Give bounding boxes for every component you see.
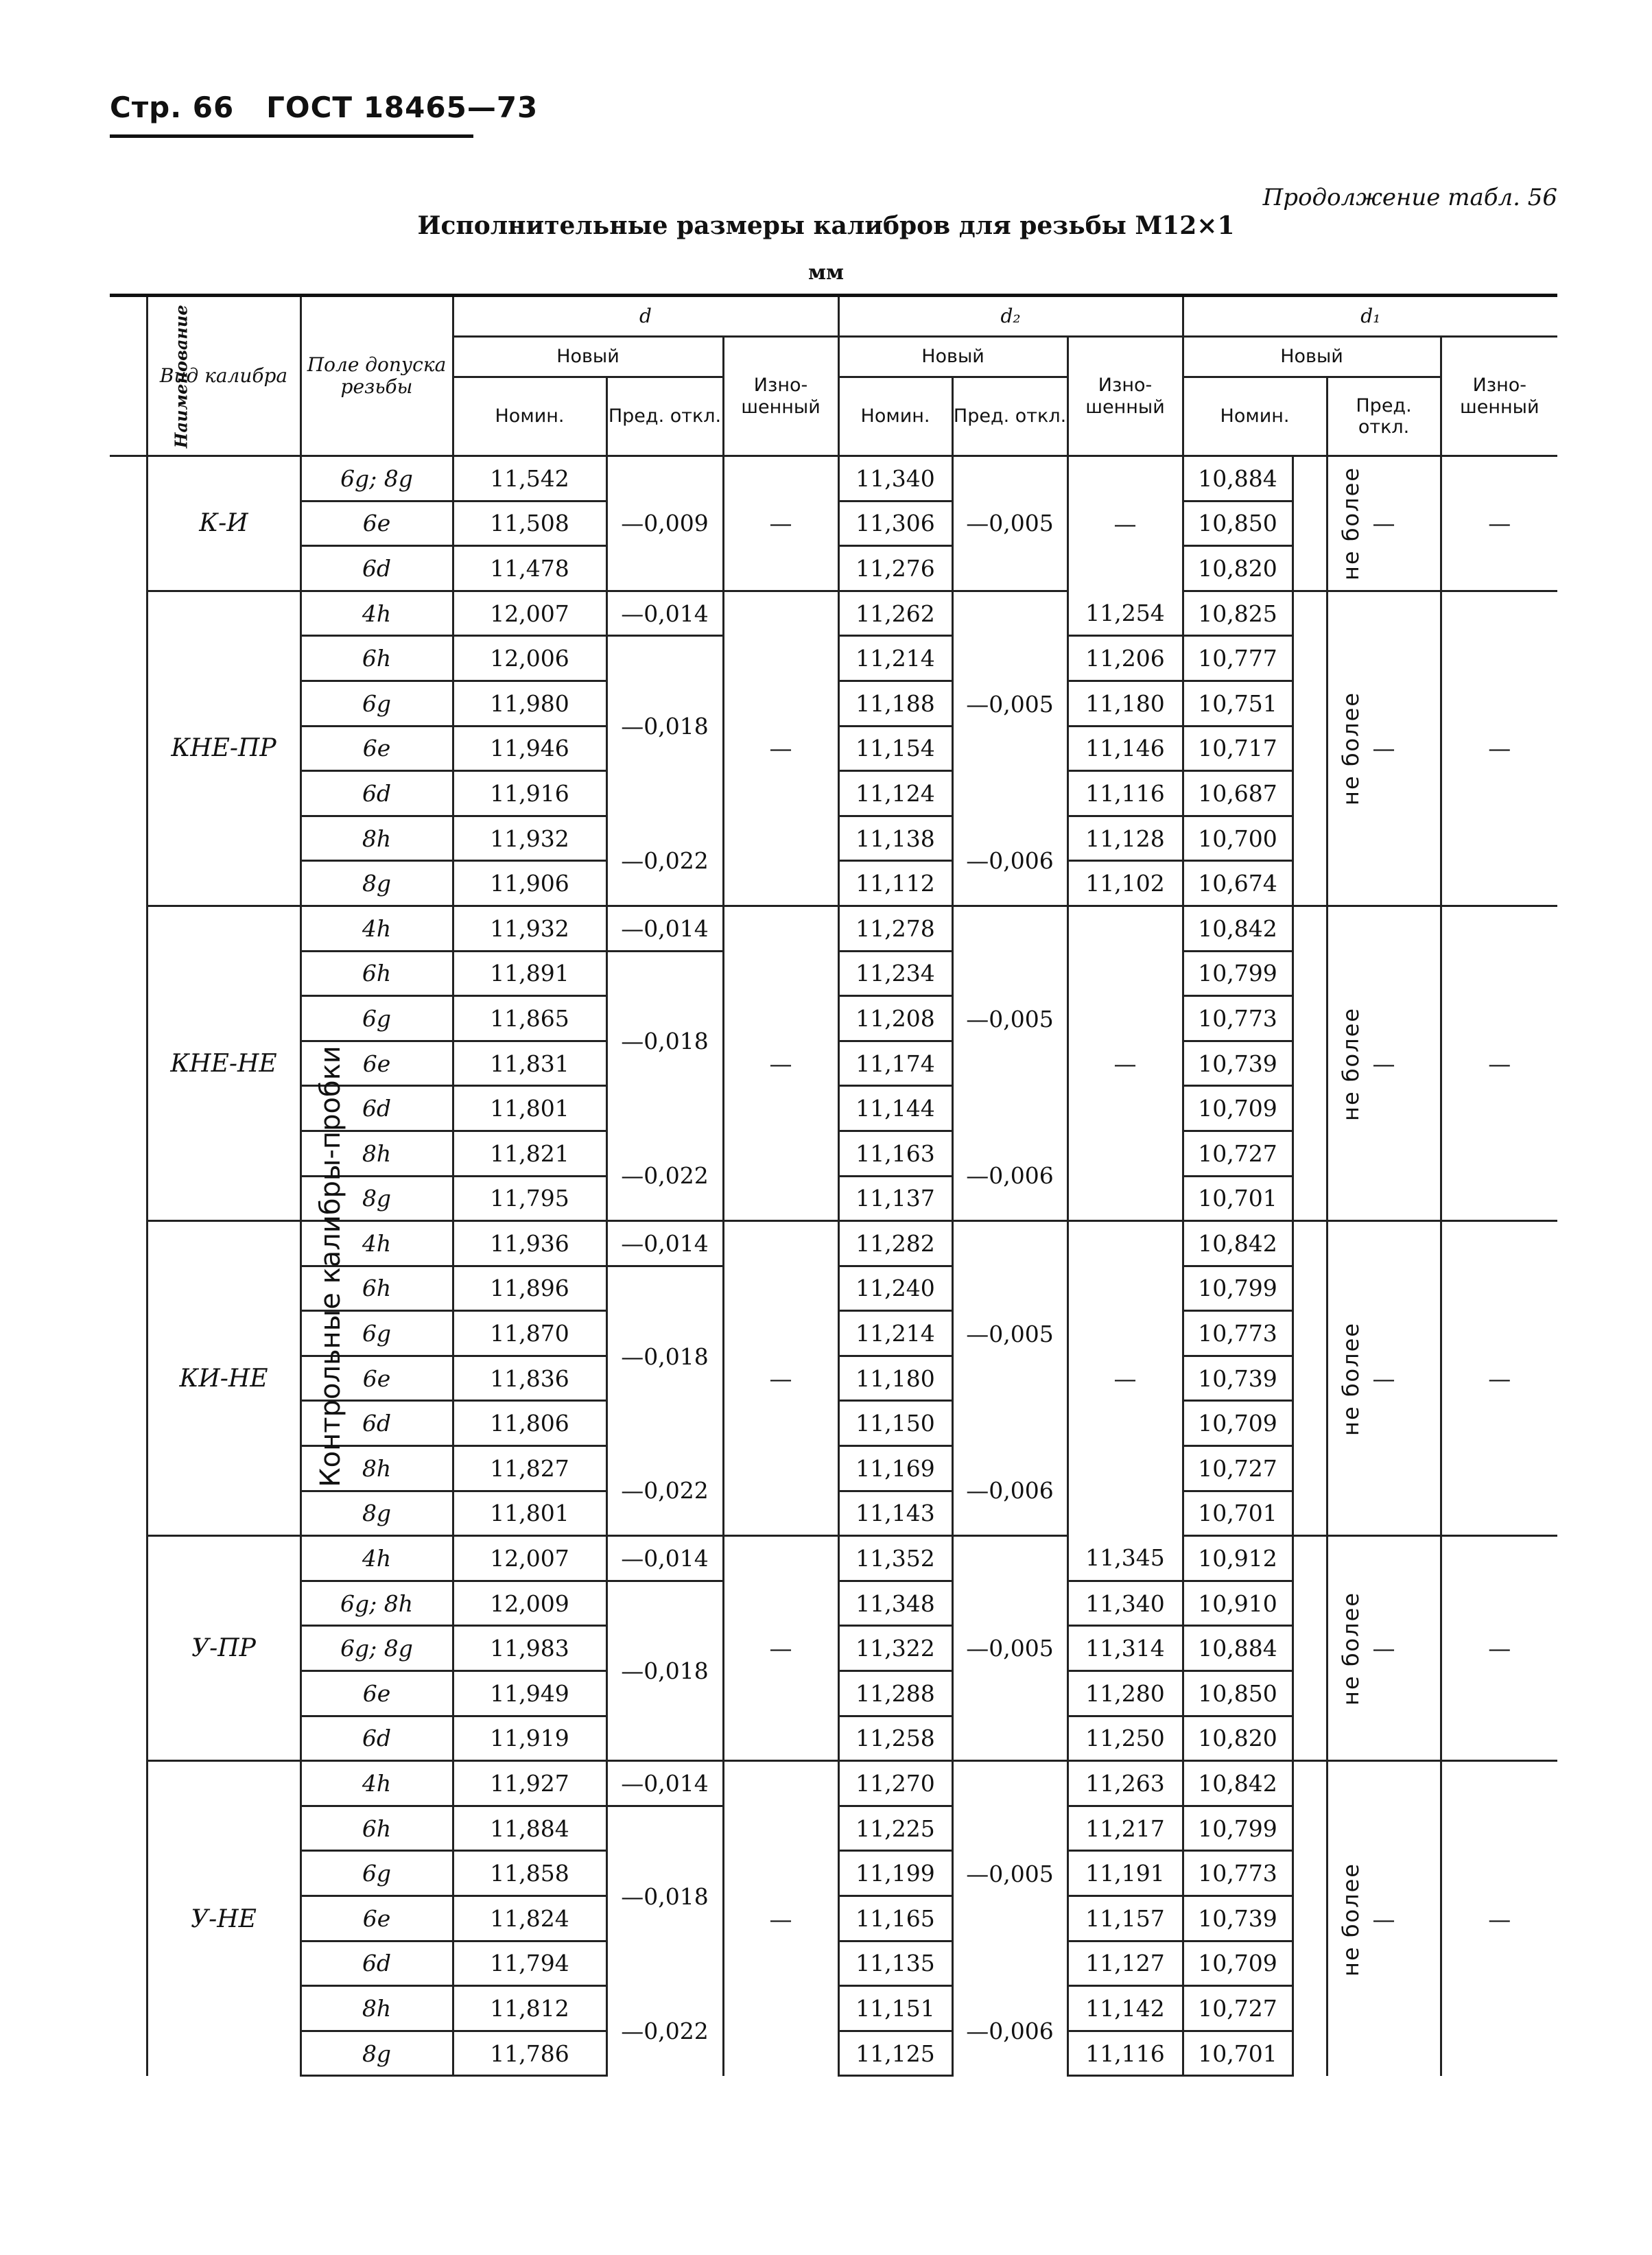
d2-worn-cell: 11,102 — [1067, 861, 1183, 906]
page-header — [110, 91, 538, 124]
header-d-deviation: Пред. откл. — [606, 377, 723, 456]
d1-nominal-cell: 10,825 — [1183, 591, 1293, 636]
d1-nominal-cell: 10,777 — [1183, 636, 1293, 681]
d1-nominal-cell: 10,709 — [1183, 1941, 1293, 1986]
d2-nominal-cell: 11,322 — [838, 1626, 952, 1671]
header-d1: d₁ — [1183, 296, 1557, 337]
d2-worn-cell: 11,280 — [1067, 1671, 1183, 1716]
d1-nominal-cell: 10,820 — [1183, 546, 1293, 591]
header-d-new: Новый — [453, 337, 723, 377]
tolerance-cell: 8g — [300, 861, 453, 906]
d1-worn-cell: — — [1441, 1221, 1557, 1536]
tolerance-cell: 6h — [300, 636, 453, 681]
d-deviation-cell: —0,018 — [606, 1806, 723, 1985]
header-d-nominal: Номин. — [453, 377, 606, 456]
header-d2-worn: Изно-шенный — [1067, 337, 1183, 456]
d1-nominal-cell: 10,842 — [1183, 906, 1293, 951]
d-deviation-cell: —0,018 — [606, 951, 723, 1131]
d-worn-cell: — — [723, 456, 838, 591]
d2-nominal-cell: 11,154 — [838, 726, 952, 771]
d1-nominal-cell: 10,842 — [1183, 1221, 1293, 1266]
d2-nominal-cell: 11,199 — [838, 1851, 952, 1896]
d-nominal-cell: 11,806 — [453, 1401, 606, 1446]
d1-worn-cell: — — [1441, 906, 1557, 1220]
continuation-note: Продолжение табл. 56 — [1262, 184, 1557, 211]
d-nominal-cell: 11,906 — [453, 861, 606, 906]
d-nominal-cell: 12,007 — [453, 1536, 606, 1581]
gauge-type: У-ПР — [147, 1536, 300, 1761]
d2-nominal-cell: 11,112 — [838, 861, 952, 906]
tolerance-cell: 6g — [300, 1851, 453, 1896]
d-nominal-cell: 11,858 — [453, 1851, 606, 1896]
gauge-type: КНЕ-ПР — [147, 591, 300, 906]
table-body — [110, 456, 1557, 2076]
d-nominal-cell: 11,916 — [453, 771, 606, 816]
header-d2-deviation: Пред. откл. — [952, 377, 1067, 456]
not-more-label: не более — [1293, 906, 1327, 1220]
d-nominal-cell: 11,801 — [453, 1086, 606, 1131]
tolerance-cell: 4h — [300, 1221, 453, 1266]
d1-worn-cell: — — [1441, 1536, 1557, 1761]
table-caption: Исполнительные размеры калибров для резьбы М12×1 — [417, 211, 1235, 240]
d2-nominal-cell: 11,270 — [838, 1761, 952, 1806]
d1-worn-cell: — — [1441, 1761, 1557, 2076]
d1-nominal-cell: 10,727 — [1183, 1131, 1293, 1176]
standard-number: ГОСТ 18465—73 — [266, 91, 539, 124]
d2-nominal-cell: 11,340 — [838, 456, 952, 501]
d2-nominal-cell: 11,348 — [838, 1581, 952, 1626]
header-d-worn: Изно-шенный — [723, 337, 838, 456]
d2-nominal-cell: 11,138 — [838, 816, 952, 861]
tolerance-cell: 6d — [300, 1716, 453, 1761]
d1-nominal-cell: 10,850 — [1183, 1671, 1293, 1716]
d2-worn-cell: 11,263 — [1067, 1761, 1183, 1806]
d2-nominal-cell: 11,180 — [838, 1356, 952, 1401]
header-rule — [110, 134, 473, 138]
d2-deviation-cell: —0,006 — [952, 1986, 1067, 2076]
header-d2-new: Новый — [838, 337, 1067, 377]
d2-deviation-cell: —0,005 — [952, 1221, 1067, 1446]
tolerance-cell: 6d — [300, 771, 453, 816]
d-nominal-cell: 12,009 — [453, 1581, 606, 1626]
d2-worn-cell: 11,206 — [1067, 636, 1183, 681]
d2-nominal-cell: 11,163 — [838, 1131, 952, 1176]
d-nominal-cell: 11,786 — [453, 2031, 606, 2076]
d-nominal-cell: 11,812 — [453, 1986, 606, 2031]
d2-worn-cell: 11,250 — [1067, 1716, 1183, 1761]
d-nominal-cell: 11,865 — [453, 996, 606, 1041]
tolerance-cell: 4h — [300, 591, 453, 636]
d1-nominal-cell: 10,910 — [1183, 1581, 1293, 1626]
d1-nominal-cell: 10,674 — [1183, 861, 1293, 906]
d2-nominal-cell: 11,352 — [838, 1536, 952, 1581]
d1-nominal-cell: 10,727 — [1183, 1986, 1293, 2031]
tolerance-cell: 8g — [300, 1491, 453, 1536]
d2-nominal-cell: 11,143 — [838, 1491, 952, 1536]
gauge-type: КНЕ-НЕ — [147, 906, 300, 1220]
tolerance-cell: 6d — [300, 1086, 453, 1131]
d1-nominal-cell: 10,842 — [1183, 1761, 1293, 1806]
dimensions-table — [110, 294, 1557, 2077]
tolerance-cell: 6g; 8g — [300, 1626, 453, 1671]
d2-nominal-cell: 11,214 — [838, 636, 952, 681]
tolerance-cell: 6e — [300, 1041, 453, 1086]
d2-nominal-cell: 11,124 — [838, 771, 952, 816]
d1-nominal-cell: 10,727 — [1183, 1446, 1293, 1491]
tolerance-cell: 6e — [300, 1896, 453, 1941]
tolerance-cell: 6e — [300, 1671, 453, 1716]
d2-deviation-cell: —0,006 — [952, 1131, 1067, 1220]
d-deviation-cell: —0,022 — [606, 816, 723, 906]
header-d1-new: Новый — [1183, 337, 1441, 377]
d2-nominal-cell: 11,262 — [838, 591, 952, 636]
not-more-label: не более — [1293, 456, 1327, 591]
d2-worn-cell: 11,146 — [1067, 726, 1183, 771]
not-more-label: не более — [1293, 1536, 1327, 1761]
d-deviation-cell: —0,014 — [606, 1536, 723, 1581]
d1-nominal-cell: 10,701 — [1183, 1176, 1293, 1221]
d-nominal-cell: 11,919 — [453, 1716, 606, 1761]
d2-worn-cell: 11,340 — [1067, 1581, 1183, 1626]
d-deviation-cell: —0,022 — [606, 1446, 723, 1536]
d1-nominal-cell: 10,701 — [1183, 1491, 1293, 1536]
d-deviation-cell: —0,014 — [606, 591, 723, 636]
tolerance-cell: 6e — [300, 726, 453, 771]
d2-worn-cell: 11,254 — [1067, 591, 1183, 636]
d2-deviation-cell: —0,005 — [952, 1536, 1067, 1761]
d-worn-cell: — — [723, 1221, 838, 1536]
d2-worn-cell: 11,157 — [1067, 1896, 1183, 1941]
d2-worn-cell: 11,116 — [1067, 771, 1183, 816]
tolerance-cell: 6d — [300, 1941, 453, 1986]
d2-deviation-cell: —0,005 — [952, 1761, 1067, 1986]
d1-deviation-cell: — — [1327, 456, 1441, 591]
d1-nominal-cell: 10,709 — [1183, 1401, 1293, 1446]
d2-nominal-cell: 11,169 — [838, 1446, 952, 1491]
d-nominal-cell: 11,831 — [453, 1041, 606, 1086]
tolerance-cell: 8h — [300, 816, 453, 861]
d2-worn-cell: 11,345 — [1067, 1536, 1183, 1581]
d1-deviation-cell: — — [1327, 591, 1441, 906]
d-nominal-cell: 12,007 — [453, 591, 606, 636]
d-nominal-cell: 11,927 — [453, 1761, 606, 1806]
d2-nominal-cell: 11,188 — [838, 681, 952, 726]
tolerance-cell: 6h — [300, 951, 453, 996]
d1-deviation-cell: — — [1327, 1221, 1441, 1536]
d1-nominal-cell: 10,799 — [1183, 1806, 1293, 1851]
table-row — [110, 1761, 1557, 1806]
d1-worn-cell: — — [1441, 591, 1557, 906]
header-name: Наименование — [110, 296, 147, 456]
d-nominal-cell: 11,508 — [453, 501, 606, 546]
d1-nominal-cell: 10,751 — [1183, 681, 1293, 726]
not-more-label: не более — [1293, 1221, 1327, 1536]
tolerance-cell: 6g — [300, 1311, 453, 1356]
d1-nominal-cell: 10,700 — [1183, 816, 1293, 861]
gauge-type: КИ-НЕ — [147, 1221, 300, 1536]
table-row — [110, 456, 1557, 501]
tolerance-cell: 8g — [300, 1176, 453, 1221]
table-row — [110, 591, 1557, 636]
tolerance-cell: 4h — [300, 1536, 453, 1581]
d2-worn-cell: 11,314 — [1067, 1626, 1183, 1671]
d2-nominal-cell: 11,306 — [838, 501, 952, 546]
table-row — [110, 1536, 1557, 1581]
d-nominal-cell: 11,821 — [453, 1131, 606, 1176]
d-nominal-cell: 11,936 — [453, 1221, 606, 1266]
d2-deviation-cell: —0,006 — [952, 1446, 1067, 1536]
d1-deviation-cell: — — [1327, 906, 1441, 1220]
header-type: Вид калибра — [147, 296, 300, 456]
tolerance-cell: 6e — [300, 1356, 453, 1401]
d1-nominal-cell: 10,884 — [1183, 1626, 1293, 1671]
d2-worn-cell: 11,142 — [1067, 1986, 1183, 2031]
d-worn-cell: — — [723, 906, 838, 1220]
d2-nominal-cell: 11,214 — [838, 1311, 952, 1356]
d1-nominal-cell: 10,799 — [1183, 1266, 1293, 1311]
d2-worn-cell: 11,128 — [1067, 816, 1183, 861]
d1-nominal-cell: 10,739 — [1183, 1041, 1293, 1086]
d2-nominal-cell: 11,288 — [838, 1671, 952, 1716]
header-d1-nominal: Номин. — [1183, 377, 1327, 456]
tolerance-cell: 8h — [300, 1986, 453, 2031]
d2-worn-cell: — — [1067, 456, 1183, 591]
d-nominal-cell: 11,542 — [453, 456, 606, 501]
d-nominal-cell: 11,795 — [453, 1176, 606, 1221]
d2-nominal-cell: 11,240 — [838, 1266, 952, 1311]
d-nominal-cell: 12,006 — [453, 636, 606, 681]
d2-nominal-cell: 11,125 — [838, 2031, 952, 2076]
d2-worn-cell: 11,217 — [1067, 1806, 1183, 1851]
d1-worn-cell: — — [1441, 456, 1557, 591]
d-nominal-cell: 11,949 — [453, 1671, 606, 1716]
d-deviation-cell: —0,014 — [606, 1761, 723, 1806]
d2-nominal-cell: 11,234 — [838, 951, 952, 996]
d-nominal-cell: 11,932 — [453, 906, 606, 951]
tolerance-cell: 8h — [300, 1446, 453, 1491]
d2-nominal-cell: 11,135 — [838, 1941, 952, 1986]
d-nominal-cell: 11,794 — [453, 1941, 606, 1986]
d2-worn-cell: 11,191 — [1067, 1851, 1183, 1896]
d1-deviation-cell: — — [1327, 1761, 1441, 2076]
header-tolerance: Поле допуска резьбы — [300, 296, 453, 456]
d-deviation-cell: —0,014 — [606, 1221, 723, 1266]
d-deviation-cell: —0,009 — [606, 456, 723, 591]
d-nominal-cell: 11,980 — [453, 681, 606, 726]
units-label: мм — [807, 261, 845, 285]
d1-nominal-cell: 10,773 — [1183, 996, 1293, 1041]
d2-worn-cell: 11,180 — [1067, 681, 1183, 726]
d2-deviation-cell: —0,006 — [952, 816, 1067, 906]
d2-worn-cell: — — [1067, 906, 1183, 1220]
tolerance-cell: 4h — [300, 906, 453, 951]
d1-deviation-cell: — — [1327, 1536, 1441, 1761]
d2-nominal-cell: 11,282 — [838, 1221, 952, 1266]
d2-nominal-cell: 11,225 — [838, 1806, 952, 1851]
d2-nominal-cell: 11,208 — [838, 996, 952, 1041]
page-label: Стр. 66 — [110, 91, 235, 124]
tolerance-cell: 6g; 8h — [300, 1581, 453, 1626]
not-more-label: не более — [1293, 1761, 1327, 2076]
gauge-type: У-НЕ — [147, 1761, 300, 2076]
d-deviation-cell: —0,022 — [606, 1131, 723, 1220]
d-deviation-cell: —0,022 — [606, 1986, 723, 2076]
d-nominal-cell: 11,884 — [453, 1806, 606, 1851]
d-nominal-cell: 11,946 — [453, 726, 606, 771]
header-d2: d₂ — [838, 296, 1183, 337]
d-worn-cell: — — [723, 1761, 838, 2076]
tolerance-cell: 6g; 8g — [300, 456, 453, 501]
tolerance-cell: 6h — [300, 1806, 453, 1851]
d2-nominal-cell: 11,151 — [838, 1986, 952, 2031]
tolerance-cell: 6e — [300, 501, 453, 546]
d-nominal-cell: 11,891 — [453, 951, 606, 996]
d1-nominal-cell: 10,773 — [1183, 1851, 1293, 1896]
d-deviation-cell: —0,018 — [606, 636, 723, 816]
table-row — [110, 906, 1557, 951]
d2-nominal-cell: 11,174 — [838, 1041, 952, 1086]
d-deviation-cell: —0,018 — [606, 1266, 723, 1445]
d1-nominal-cell: 10,701 — [1183, 2031, 1293, 2076]
tolerance-cell: 8g — [300, 2031, 453, 2076]
d2-nominal-cell: 11,278 — [838, 906, 952, 951]
d1-nominal-cell: 10,884 — [1183, 456, 1293, 501]
tolerance-cell: 4h — [300, 1761, 453, 1806]
d-nominal-cell: 11,896 — [453, 1266, 606, 1311]
header-d1-worn: Изно-шенный — [1441, 337, 1557, 456]
d-nominal-cell: 11,801 — [453, 1491, 606, 1536]
d2-worn-cell: 11,116 — [1067, 2031, 1183, 2076]
d-nominal-cell: 11,827 — [453, 1446, 606, 1491]
tolerance-cell: 6g — [300, 996, 453, 1041]
d2-nominal-cell: 11,258 — [838, 1716, 952, 1761]
d1-nominal-cell: 10,739 — [1183, 1356, 1293, 1401]
d-nominal-cell: 11,870 — [453, 1311, 606, 1356]
d-deviation-cell: —0,018 — [606, 1581, 723, 1760]
tolerance-cell: 8h — [300, 1131, 453, 1176]
d1-nominal-cell: 10,709 — [1183, 1086, 1293, 1131]
d-nominal-cell: 11,836 — [453, 1356, 606, 1401]
header-d2-nominal: Номин. — [838, 377, 952, 456]
d1-nominal-cell: 10,799 — [1183, 951, 1293, 996]
d2-nominal-cell: 11,137 — [838, 1176, 952, 1221]
category-label: Контрольные калибры-пробки — [110, 456, 147, 2076]
not-more-label: не более — [1293, 591, 1327, 906]
header-d1-deviation: Пред. откл. — [1327, 377, 1441, 456]
d-nominal-cell: 11,824 — [453, 1896, 606, 1941]
d2-deviation-cell: —0,005 — [952, 906, 1067, 1131]
d2-worn-cell: — — [1067, 1221, 1183, 1536]
d1-nominal-cell: 10,717 — [1183, 726, 1293, 771]
d1-nominal-cell: 10,912 — [1183, 1536, 1293, 1581]
d-nominal-cell: 11,932 — [453, 816, 606, 861]
d1-nominal-cell: 10,687 — [1183, 771, 1293, 816]
d1-nominal-cell: 10,739 — [1183, 1896, 1293, 1941]
tolerance-cell: 6h — [300, 1266, 453, 1311]
d1-nominal-cell: 10,820 — [1183, 1716, 1293, 1761]
gauge-type: К-И — [147, 456, 300, 591]
d-worn-cell: — — [723, 591, 838, 906]
tolerance-cell: 6g — [300, 681, 453, 726]
tolerance-cell: 6d — [300, 546, 453, 591]
d-worn-cell: — — [723, 1536, 838, 1761]
d2-deviation-cell: —0,005 — [952, 591, 1067, 816]
d2-nominal-cell: 11,150 — [838, 1401, 952, 1446]
d2-nominal-cell: 11,144 — [838, 1086, 952, 1131]
d2-worn-cell: 11,127 — [1067, 1941, 1183, 1986]
d1-nominal-cell: 10,850 — [1183, 501, 1293, 546]
d-nominal-cell: 11,478 — [453, 546, 606, 591]
d1-nominal-cell: 10,773 — [1183, 1311, 1293, 1356]
tolerance-cell: 6d — [300, 1401, 453, 1446]
d-deviation-cell: —0,014 — [606, 906, 723, 951]
d2-deviation-cell: —0,005 — [952, 456, 1067, 591]
d-nominal-cell: 11,983 — [453, 1626, 606, 1671]
header-d: d — [453, 296, 838, 337]
d2-nominal-cell: 11,165 — [838, 1896, 952, 1941]
d2-nominal-cell: 11,276 — [838, 546, 952, 591]
